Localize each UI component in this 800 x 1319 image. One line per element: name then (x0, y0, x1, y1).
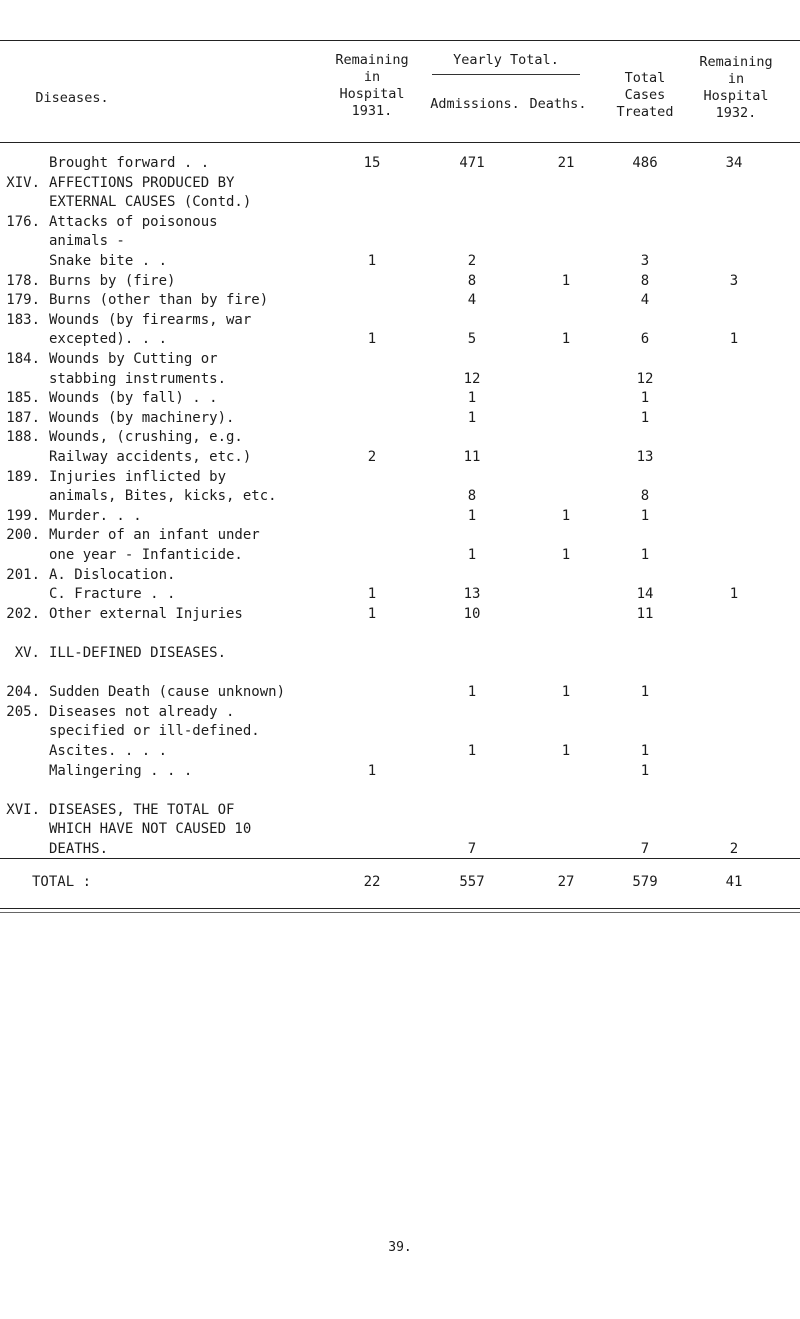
admissions-cell: 1 (467, 507, 477, 524)
total-admissions: 557 (459, 874, 485, 890)
cases-treated-cell: 14 (636, 586, 654, 603)
table-row (0, 388, 800, 408)
table-row (0, 231, 800, 251)
header-rule (0, 142, 800, 143)
table-row (0, 721, 800, 741)
table-row (0, 800, 800, 820)
admissions-cell: 1 (467, 390, 477, 407)
table-row (0, 271, 800, 291)
row-number: 188. (6, 429, 40, 446)
row-number: 202. (6, 605, 40, 622)
row-label: Murder of an infant under (49, 527, 260, 544)
remaining-1932-cell: 1 (729, 331, 739, 348)
table-row (0, 604, 800, 624)
row-label: Railway accidents, etc.) (49, 449, 252, 465)
table-row (0, 427, 800, 447)
row-label: Malingering . . . (49, 762, 193, 779)
row-label: specified or ill-defined. (49, 723, 260, 740)
row-label: Snake bite . . (49, 253, 168, 269)
total-remaining-1931: 22 (363, 874, 381, 890)
row-label: Other external Injuries (49, 605, 243, 622)
row-label: Sudden Death (cause unknown) (49, 684, 286, 701)
table-row (0, 643, 800, 663)
admissions-cell: 8 (467, 488, 477, 505)
table-row (0, 369, 800, 389)
admissions-cell: 8 (467, 272, 477, 289)
cases-treated-cell: 8 (640, 272, 650, 289)
table-row (0, 761, 800, 781)
row-label: Ascites. . . . (49, 743, 168, 759)
admissions-cell: 1 (467, 409, 477, 426)
deaths-cell: 1 (561, 547, 571, 563)
admissions-cell: 12 (463, 370, 481, 387)
cases-treated-cell: 3 (640, 253, 650, 269)
deaths-cell: 1 (561, 272, 571, 289)
total-remaining-1932: 41 (725, 874, 743, 890)
total-row (0, 872, 800, 892)
row-label: Wounds (by firearms, war (49, 311, 252, 328)
row-number: 176. (6, 213, 40, 230)
bottom-rule-2 (0, 912, 800, 913)
cases-treated-cell: 1 (640, 390, 650, 407)
admissions-cell: 5 (467, 331, 477, 348)
row-number: 204. (6, 684, 40, 701)
table-row (0, 623, 800, 643)
admissions-cell: 11 (463, 449, 481, 465)
page-number: 39. (388, 1240, 412, 1255)
deaths-cell: 21 (557, 155, 575, 171)
row-number: 201. (6, 566, 40, 583)
row-label: Wounds (by fall) . . (49, 390, 218, 407)
table-row (0, 682, 800, 702)
deaths-cell: 1 (561, 743, 571, 759)
deaths-cell: 1 (561, 507, 571, 524)
row-number: 183. (6, 311, 40, 328)
admissions-cell: 13 (463, 586, 481, 603)
row-label: C. Fracture . . (49, 586, 176, 603)
row-number: XV. (14, 645, 40, 661)
row-label: A. Dislocation. (49, 566, 176, 583)
admissions-cell: 1 (467, 743, 477, 759)
remaining-1931-cell: 1 (367, 253, 377, 269)
table-row (0, 329, 800, 349)
row-label: ILL-DEFINED DISEASES. (49, 645, 227, 661)
header-yearly-total: Yearly Total. (453, 52, 559, 68)
remaining-1932-cell: 3 (729, 272, 739, 289)
admissions-cell: 10 (463, 605, 481, 622)
header-total-cases: Total Cases Treated (616, 70, 674, 120)
bottom-rule-1 (0, 908, 800, 909)
row-label: Burns by (fire) (49, 272, 176, 289)
row-number: 179. (6, 292, 40, 309)
table-row (0, 545, 800, 565)
table-row (0, 290, 800, 310)
cases-treated-cell: 1 (640, 547, 650, 563)
row-number: 178. (6, 272, 40, 289)
table-row (0, 251, 800, 271)
header-remaining-1932: Remaining in Hospital 1932. (699, 54, 773, 121)
row-label: Wounds, (crushing, e.g. (49, 429, 243, 446)
table-row (0, 525, 800, 545)
cases-treated-cell: 1 (640, 743, 650, 759)
cases-treated-cell: 11 (636, 605, 654, 622)
header-remaining-1931: Remaining in Hospital 1931. (335, 52, 409, 119)
table-row (0, 408, 800, 428)
table-row (0, 663, 800, 683)
cases-treated-cell: 486 (632, 155, 658, 171)
remaining-1932-cell: 34 (725, 155, 743, 171)
row-label: Attacks of poisonous (49, 213, 218, 230)
row-number: 184. (6, 351, 40, 367)
remaining-1931-cell: 15 (363, 155, 381, 171)
header-deaths: Deaths. (529, 96, 587, 112)
top-rule (0, 40, 800, 41)
row-number: 187. (6, 409, 40, 426)
cases-treated-cell: 12 (636, 370, 654, 387)
admissions-cell: 1 (467, 684, 477, 701)
remaining-1931-cell: 1 (367, 762, 377, 779)
cases-treated-cell: 13 (636, 449, 654, 465)
remaining-1932-cell: 1 (729, 586, 739, 603)
table-row (0, 349, 800, 369)
row-label: WHICH HAVE NOT CAUSED 10 (49, 821, 252, 838)
remaining-1931-cell: 2 (367, 449, 377, 465)
row-number: XIV. (6, 174, 40, 191)
admissions-cell: 2 (467, 253, 477, 269)
cases-treated-cell: 1 (640, 507, 650, 524)
table-row (0, 486, 800, 506)
table-row (0, 741, 800, 761)
remaining-1931-cell: 1 (367, 331, 377, 348)
row-label: Wounds by Cutting or (49, 351, 218, 367)
row-label: EXTERNAL CAUSES (Contd.) (49, 194, 252, 211)
table-row (0, 565, 800, 585)
table-row (0, 447, 800, 467)
table-row (0, 506, 800, 526)
row-label: Brought forward . . (49, 155, 210, 171)
row-number: 189. (6, 468, 40, 485)
cases-treated-cell: 7 (640, 841, 650, 857)
table-row (0, 819, 800, 839)
row-label: animals - (49, 233, 125, 250)
cases-treated-cell: 1 (640, 762, 650, 779)
remaining-1932-cell: 2 (729, 841, 739, 857)
table-row (0, 310, 800, 330)
table-row (0, 153, 800, 173)
admissions-cell: 7 (467, 841, 477, 857)
row-label: Burns (other than by fire) (49, 292, 269, 309)
row-number: 205. (6, 703, 40, 720)
admissions-cell: 471 (459, 155, 485, 171)
remaining-1931-cell: 1 (367, 586, 377, 603)
row-label: Injuries inflicted by (49, 468, 227, 485)
row-label: stabbing instruments. (49, 370, 227, 387)
table-row (0, 173, 800, 193)
row-number: 185. (6, 390, 40, 407)
row-label: DISEASES, THE TOTAL OF (49, 801, 235, 818)
row-label: one year - Infanticide. (49, 547, 243, 563)
admissions-cell: 1 (467, 547, 477, 563)
cases-treated-cell: 1 (640, 409, 650, 426)
row-label: excepted). . . (49, 331, 168, 348)
admissions-cell: 4 (467, 292, 477, 309)
cases-treated-cell: 8 (640, 488, 650, 505)
yearly-total-rule (432, 74, 580, 75)
remaining-1931-cell: 1 (367, 605, 377, 622)
header-diseases: Diseases. (35, 90, 109, 106)
table-row (0, 702, 800, 722)
total-top-rule (0, 858, 800, 859)
table-row (0, 212, 800, 232)
header-admissions: Admissions. (430, 96, 520, 112)
deaths-cell: 1 (561, 331, 571, 348)
row-number: XVI. (6, 801, 40, 818)
table-row (0, 780, 800, 800)
table-row (0, 192, 800, 212)
table-row (0, 584, 800, 604)
row-label: DEATHS. (49, 841, 109, 857)
cases-treated-cell: 1 (640, 684, 650, 701)
row-label: animals, Bites, kicks, etc. (49, 488, 277, 505)
total-deaths: 27 (557, 874, 575, 890)
row-label: Murder. . . (49, 507, 142, 524)
row-label: Diseases not already . (49, 703, 235, 720)
deaths-cell: 1 (561, 684, 571, 701)
row-number: 200. (6, 527, 40, 544)
table-row (0, 467, 800, 487)
row-label: Wounds (by machinery). (49, 409, 235, 426)
total-cases-treated: 579 (632, 874, 658, 890)
table-row (0, 839, 800, 859)
total-label: TOTAL : (32, 874, 92, 890)
row-number: 199. (6, 507, 40, 524)
cases-treated-cell: 4 (640, 292, 650, 309)
cases-treated-cell: 6 (640, 331, 650, 348)
row-label: AFFECTIONS PRODUCED BY (49, 174, 235, 191)
